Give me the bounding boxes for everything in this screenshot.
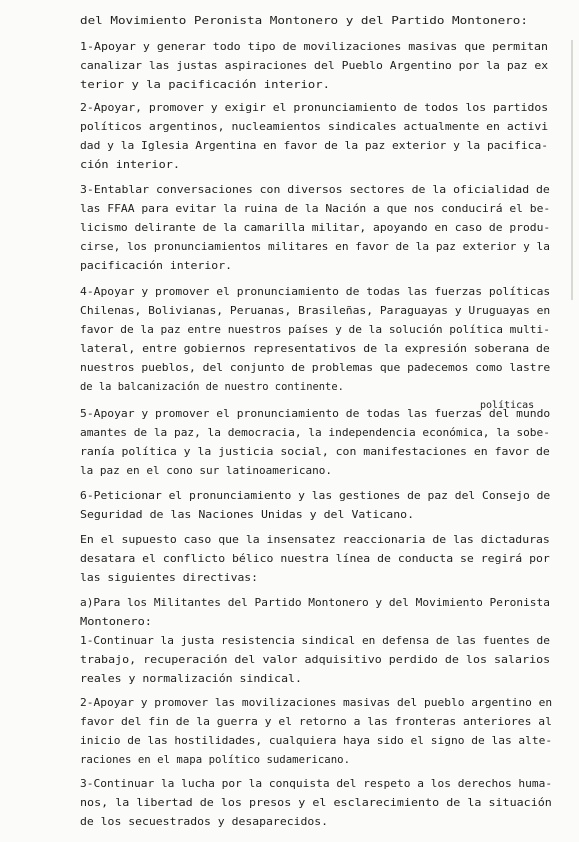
text-line: licismo delirante de la camarilla militar, apoyando en caso de produ- xyxy=(80,222,551,234)
text-line: Montonero: xyxy=(80,616,153,628)
text-line: terior y la pacificación interior. xyxy=(80,79,330,91)
text-line: cirse, los pronunciamientos militares en favor de la paz exterior y la xyxy=(80,241,550,253)
text-line: ción interior. xyxy=(80,159,181,171)
text-line: inicio de las hostilidades, cualquiera haya sido el signo de las alte- xyxy=(80,735,553,747)
text-line: canalizar las justas aspiraciones del Pueblo Argentino por la paz ex xyxy=(80,60,549,72)
text-line: 3-Continuar la lucha por la conquista del respeto a los derechos huma- xyxy=(80,778,553,790)
text-line: 6-Peticionar el pronunciamiento y las gestiones de paz del Consejo de xyxy=(80,490,551,502)
text-line: raciones en el mapa político sudamericano. xyxy=(80,754,351,766)
text-line: nuestros pueblos, del conjunto de problemas que padecemos como lastre xyxy=(80,362,551,374)
text-line: las siguientes directivas: xyxy=(80,572,259,584)
text-line: la paz en el cono sur latinoamericano. xyxy=(80,465,332,477)
text-line: 4-Apoyar y promover el pronunciamiento de todas las fuerzas políticas xyxy=(80,286,551,298)
text-line: políticos argentinos, nucleamientos sindicales actualmente en activi xyxy=(80,121,549,133)
text-line: nos, la libertad de los presos y el esclarecimiento de la situación xyxy=(80,797,552,809)
interlinear-note: políticas xyxy=(480,400,535,411)
text-line: reales y normalización sindical. xyxy=(80,673,302,685)
page-edge-mark xyxy=(571,40,573,300)
text-line: 5-Apoyar y promover el pronunciamiento de todas las fuerzas del mundo xyxy=(80,408,551,420)
text-line: de los secuestrados y desaparecidos. xyxy=(80,816,329,828)
text-line: trabajo, recuperación del valor adquisitivo perdido de los salarios xyxy=(80,654,551,666)
text-line: 3-Entablar conversaciones con diversos sectores de la oficialidad de xyxy=(80,184,550,196)
text-line: a)Para los Militantes del Partido Montonero y del Movimiento Peronista xyxy=(80,597,550,609)
text-line: favor del fin de la guerra y el retorno a las fronteras anteriores al xyxy=(80,716,552,728)
text-line: ranía política y la justicia social, con manifestaciones en favor de xyxy=(80,446,550,458)
text-line: 1-Continuar la justa resistencia sindical en defensa de las fuentes de xyxy=(80,635,550,647)
text-line: las FFAA para evitar la ruina de la Nación a que nos conducirá el be- xyxy=(80,203,551,215)
text-line: dad y la Iglesia Argentina en favor de la paz exterior y la pacifica- xyxy=(80,140,549,152)
text-line: del Movimiento Peronista Montonero y del Partido Montonero: xyxy=(80,15,528,27)
text-line: pacificación interior. xyxy=(80,260,233,272)
text-line: desatara el conflicto bélico nuestra línea de conducta se regirá por xyxy=(80,553,550,565)
text-line: amantes de la paz, la democracia, la independencia económica, la sobe- xyxy=(80,427,550,439)
text-line: favor de la paz entre nuestros países y de la solución política multi- xyxy=(80,324,550,336)
text-line: Seguridad de las Naciones Unidas y del Vaticano. xyxy=(80,509,415,521)
text-line: de la balcanización de nuestro continente. xyxy=(80,381,344,393)
text-line: 1-Apoyar y generar todo tipo de movilizaciones masivas que permitan xyxy=(80,41,549,53)
text-line: 2-Apoyar y promover las movilizaciones masivas del pueblo argentino en xyxy=(80,697,553,709)
text-line: Chilenas, Bolivianas, Peruanas, Brasileñas, Paraguayas y Uruguayas en xyxy=(80,305,551,317)
text-line: En el supuesto caso que la insensatez reaccionaria de las dictaduras xyxy=(80,534,550,546)
text-line: 2-Apoyar, promover y exigir el pronunciamiento de todos los partidos xyxy=(80,102,549,114)
text-line: lateral, entre gobiernos representativos de la expresión soberana de xyxy=(80,343,550,355)
